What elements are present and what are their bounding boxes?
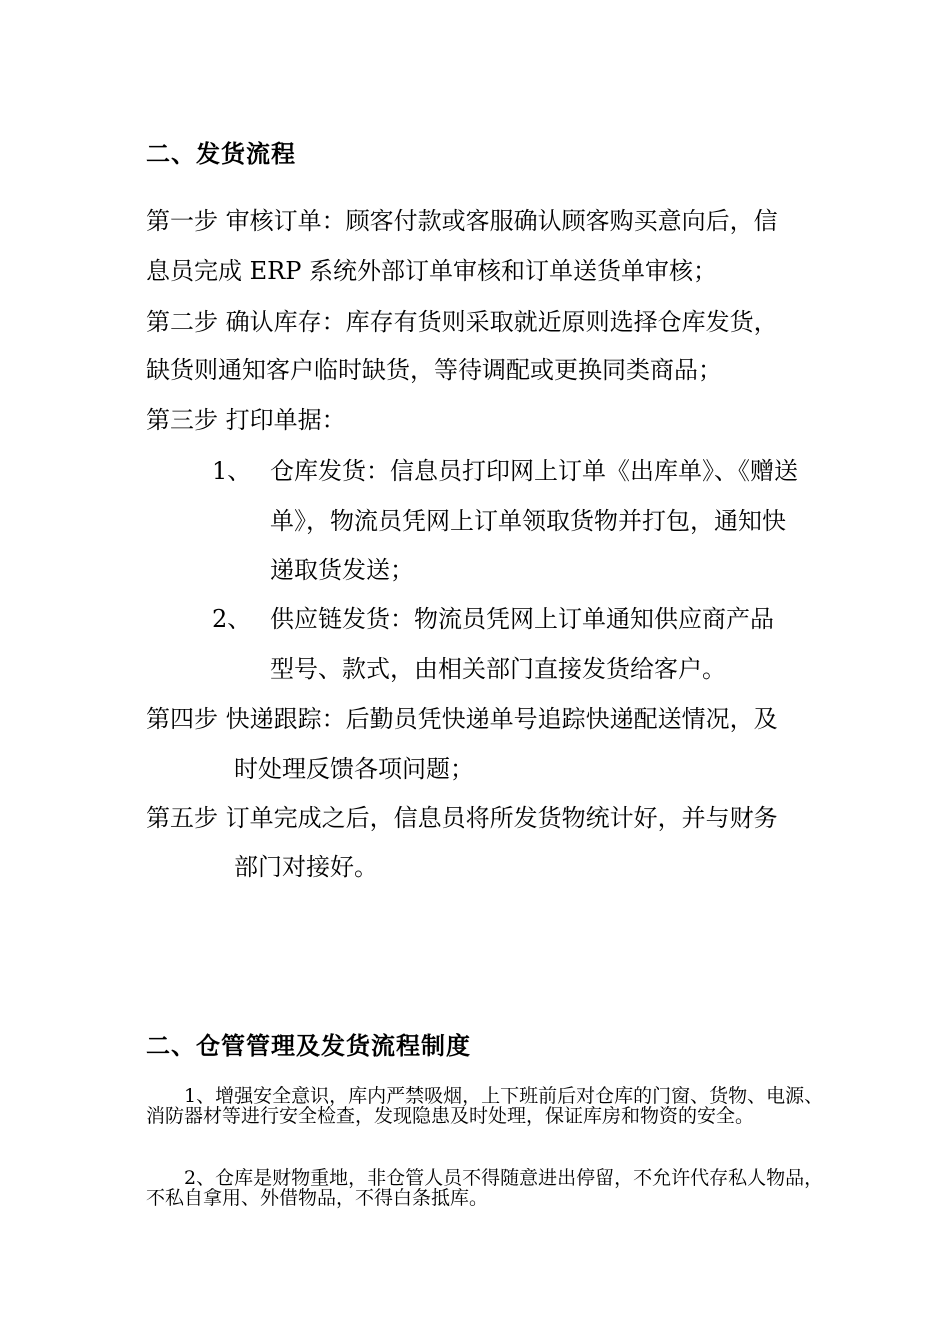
item1-line3: 递取货发送； [270, 556, 414, 584]
item2-line2: 型号、款式，由相关部门直接发货给客户。 [270, 655, 726, 683]
rule-paragraph-1 [146, 1086, 832, 1126]
item1-line2: 单》，物流员凭网上订单领取货物并打包，通知快 [270, 507, 786, 535]
item1-line1: 仓库发货：信息员打印网上订单《出库单》、《赠送 [270, 457, 798, 485]
step3-line1: 第三步 打印单据： [146, 406, 346, 434]
step1-line2: 息员完成 ERP 系统外部订单审核和订单送货单审核； [146, 257, 717, 285]
rule-paragraph-2 [146, 1168, 832, 1208]
step2-line2: 缺货则通知客户临时缺货，等待调配或更换同类商品； [146, 356, 722, 384]
section-heading-warehouse-rules: 二、仓管管理及发货流程制度 [146, 1031, 471, 1060]
list-item-number: 2、 [212, 605, 252, 633]
item2-line1: 供应链发货：物流员凭网上订单通知供应商产品 [270, 605, 774, 633]
rule-paragraph-1-text: 1、增强安全意识，库内严禁吸烟，上下班前后对仓库的门窗、货物、电源、消防器材等进行安全检查，发现隐患及时处理，保证库房和物资的安全。 [146, 1085, 824, 1127]
step4-line2: 时处理反馈各项问题； [234, 755, 474, 783]
step1-line1: 第一步 审核订单：顾客付款或客服确认顾客购买意向后，信 [146, 207, 778, 235]
step5-line1: 第五步 订单完成之后，信息员将所发货物统计好，并与财务 [146, 804, 778, 832]
section-heading-shipping-process: 二、发货流程 [146, 139, 296, 168]
step2-line1: 第二步 确认库存：库存有货则采取就近原则选择仓库发货， [146, 308, 778, 336]
step4-line1: 第四步 快递跟踪：后勤员凭快递单号追踪快递配送情况，及 [146, 705, 778, 733]
step5-line2: 部门对接好。 [234, 853, 378, 881]
rule-paragraph-2-text: 2、仓库是财物重地，非仓管人员不得随意进出停留，不允许代存私人物品，不私自拿用、外借物品，不得白条抵库。 [146, 1167, 824, 1209]
list-item-number: 1、 [212, 457, 252, 485]
